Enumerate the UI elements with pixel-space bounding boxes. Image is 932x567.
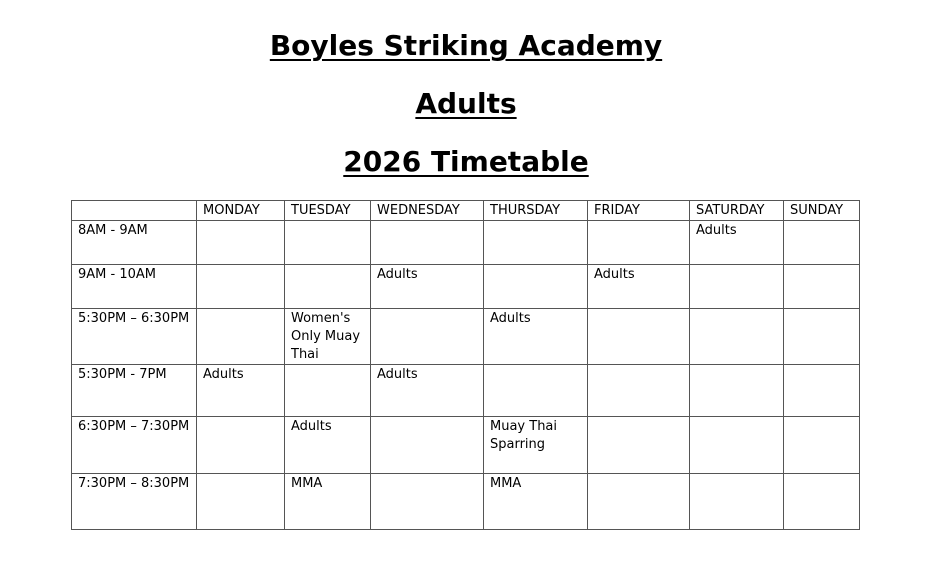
time-slot: 9AM - 10AM xyxy=(72,265,197,309)
class-cell: Adults xyxy=(690,221,784,265)
class-cell xyxy=(588,474,690,530)
class-cell: Adults xyxy=(484,309,588,365)
class-cell xyxy=(690,474,784,530)
class-cell: Adults xyxy=(197,365,285,417)
class-cell xyxy=(484,365,588,417)
audience-title: Adults xyxy=(415,87,517,120)
class-cell xyxy=(784,309,860,365)
class-cell xyxy=(285,265,371,309)
time-slot: 7:30PM – 8:30PM xyxy=(72,474,197,530)
class-cell xyxy=(197,221,285,265)
time-slot: 6:30PM – 7:30PM xyxy=(72,417,197,474)
class-cell: Women's Only Muay Thai xyxy=(285,309,371,365)
class-cell xyxy=(690,309,784,365)
class-cell: Adults xyxy=(588,265,690,309)
table-row xyxy=(72,309,860,365)
class-cell: Adults xyxy=(371,365,484,417)
time-slot: 5:30PM – 6:30PM xyxy=(72,309,197,365)
table-row xyxy=(72,221,860,265)
academy-title: Boyles Striking Academy xyxy=(269,29,663,62)
class-cell xyxy=(784,365,860,417)
table-row xyxy=(72,365,860,417)
header-wednesday: WEDNESDAY xyxy=(371,201,484,221)
class-cell xyxy=(484,221,588,265)
header-sunday: SUNDAY xyxy=(784,201,860,221)
class-cell xyxy=(371,309,484,365)
class-cell xyxy=(371,221,484,265)
header-friday: FRIDAY xyxy=(588,201,690,221)
time-slot: 8AM - 9AM xyxy=(72,221,197,265)
class-cell: MMA xyxy=(484,474,588,530)
class-cell xyxy=(784,417,860,474)
table-row xyxy=(72,265,860,309)
header-row xyxy=(72,201,860,221)
class-cell xyxy=(588,221,690,265)
header-tuesday: TUESDAY xyxy=(285,201,371,221)
header-thursday: THURSDAY xyxy=(484,201,588,221)
class-cell xyxy=(690,365,784,417)
class-cell xyxy=(690,417,784,474)
class-cell xyxy=(784,474,860,530)
class-cell xyxy=(784,265,860,309)
class-cell xyxy=(197,474,285,530)
header-corner xyxy=(72,201,197,221)
timetable xyxy=(71,200,860,530)
class-cell xyxy=(285,365,371,417)
time-slot: 5:30PM - 7PM xyxy=(72,365,197,417)
class-cell xyxy=(588,365,690,417)
class-cell xyxy=(588,309,690,365)
class-cell xyxy=(197,309,285,365)
class-cell xyxy=(784,221,860,265)
class-cell xyxy=(197,265,285,309)
class-cell xyxy=(285,221,371,265)
class-cell xyxy=(588,417,690,474)
class-cell: Adults xyxy=(285,417,371,474)
class-cell: Adults xyxy=(371,265,484,309)
class-cell: MMA xyxy=(285,474,371,530)
class-cell xyxy=(484,265,588,309)
class-cell: Muay Thai Sparring xyxy=(484,417,588,474)
table-row xyxy=(72,474,860,530)
class-cell xyxy=(371,417,484,474)
timetable-title: 2026 Timetable xyxy=(343,145,589,178)
header-monday: MONDAY xyxy=(197,201,285,221)
class-cell xyxy=(690,265,784,309)
header-saturday: SATURDAY xyxy=(690,201,784,221)
class-cell xyxy=(371,474,484,530)
class-cell xyxy=(197,417,285,474)
table-row xyxy=(72,417,860,474)
